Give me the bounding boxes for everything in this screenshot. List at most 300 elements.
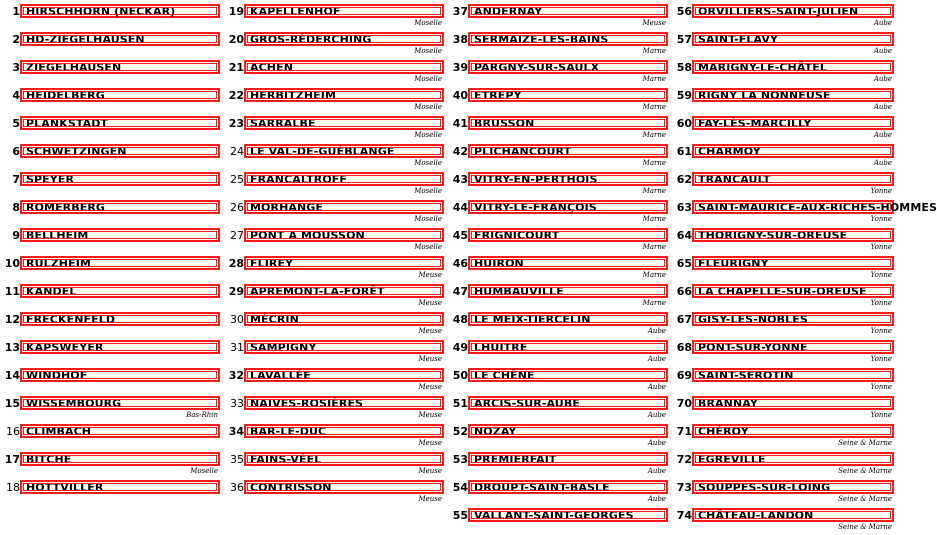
town-name-box	[20, 88, 220, 102]
town-name-box	[20, 256, 220, 270]
town-name: WISSEMBOURG	[26, 397, 122, 410]
stage-entry[interactable]	[674, 3, 894, 31]
stage-number: 33	[230, 397, 244, 410]
stage-entry[interactable]	[450, 507, 668, 535]
town-name: FLIREY	[250, 257, 294, 270]
department-label: Moselle	[414, 19, 442, 27]
department-label: Seine & Marne	[838, 495, 892, 503]
town-name: HUIRON	[474, 257, 524, 270]
stage-entry[interactable]	[2, 143, 220, 171]
town-name: RULZHEIM	[26, 257, 91, 270]
town-name: CHARMOY	[698, 145, 761, 158]
stage-entry[interactable]	[674, 423, 894, 451]
stage-number: 63	[676, 201, 692, 214]
stage-entry[interactable]	[450, 451, 668, 479]
town-name-box	[244, 172, 444, 186]
town-name: CHÉROY	[698, 425, 749, 438]
town-name-box	[20, 340, 220, 354]
stage-entry[interactable]	[2, 367, 220, 395]
stage-column-4	[674, 3, 937, 535]
stage-number: 61	[676, 145, 692, 158]
town-name-box	[20, 480, 220, 494]
town-name-box	[692, 312, 894, 326]
town-name: LE MEIX-TIERCELIN	[474, 313, 591, 326]
stage-number: 22	[228, 89, 244, 102]
stage-number: 73	[676, 481, 692, 494]
stage-entry[interactable]	[450, 171, 668, 199]
town-name-box	[468, 4, 668, 18]
stage-number: 36	[230, 481, 244, 494]
department-label: Meuse	[418, 495, 442, 503]
stage-entry[interactable]	[450, 311, 668, 339]
stage-number: 66	[676, 285, 692, 298]
department-label: Aube	[873, 131, 892, 139]
department-label: Moselle	[414, 47, 442, 55]
department-label: Yonne	[870, 243, 892, 251]
town-name-box	[692, 396, 894, 410]
stage-entry[interactable]	[226, 395, 444, 423]
stage-entry[interactable]	[674, 199, 937, 227]
stage-number: 19	[228, 5, 244, 18]
stage-entry[interactable]	[2, 171, 220, 199]
stage-entry[interactable]	[2, 199, 220, 227]
stage-entry[interactable]	[226, 87, 444, 115]
department-label: Aube	[873, 47, 892, 55]
town-name: GISY-LES-NOBLES	[698, 313, 808, 326]
department-label: Yonne	[870, 271, 892, 279]
stage-entry[interactable]	[2, 87, 220, 115]
town-name: SAINT-MAURICE-AUX-RICHES-HOMMES	[698, 201, 937, 214]
stage-number: 42	[452, 145, 468, 158]
town-name: ARCIS-SUR-AUBE	[474, 397, 580, 410]
department-label: Marne	[642, 159, 666, 167]
town-name-box	[468, 396, 668, 410]
department-label: Aube	[647, 383, 666, 391]
stage-entry[interactable]	[450, 395, 668, 423]
stage-entry[interactable]	[674, 451, 894, 479]
town-name-box	[20, 312, 220, 326]
town-name-box	[692, 60, 894, 74]
department-label: Yonne	[870, 355, 892, 363]
town-name: SOUPPES-SUR-LOING	[698, 481, 831, 494]
stage-entry[interactable]	[226, 59, 444, 87]
department-label: Meuse	[418, 355, 442, 363]
town-name-box	[244, 480, 444, 494]
town-name-box	[244, 396, 444, 410]
department-label: Aube	[647, 327, 666, 335]
department-label: Marne	[642, 47, 666, 55]
town-name: MARIGNY-LE-CHÂTEL	[698, 61, 827, 74]
town-name: CONTRISSON	[250, 481, 332, 494]
stage-number: 35	[230, 453, 244, 466]
town-name-box	[20, 396, 220, 410]
town-name-box	[20, 172, 220, 186]
town-name: VITRY-EN-PERTHOIS	[474, 173, 598, 186]
department-label: Aube	[647, 467, 666, 475]
town-name: HERBITZHEIM	[250, 89, 337, 102]
stage-entry[interactable]	[226, 199, 444, 227]
town-name-box	[20, 60, 220, 74]
stage-entry[interactable]	[226, 143, 444, 171]
stage-number: 57	[676, 33, 692, 46]
town-name-box	[20, 200, 220, 214]
stage-number: 14	[4, 369, 20, 382]
town-name: FRECKENFELD	[26, 313, 116, 326]
stage-entry[interactable]	[226, 283, 444, 311]
department-label: Aube	[647, 411, 666, 419]
department-label: Marne	[642, 103, 666, 111]
stage-column-1	[2, 3, 220, 507]
stage-number: 53	[452, 453, 468, 466]
town-name-box	[692, 144, 894, 158]
stage-entry[interactable]	[226, 255, 444, 283]
stage-entry[interactable]	[226, 479, 444, 507]
town-name: HD-ZIEGELHAUSEN	[26, 33, 145, 46]
department-label: Yonne	[870, 299, 892, 307]
town-name-box	[244, 312, 444, 326]
stage-number: 16	[6, 425, 20, 438]
stage-number: 10	[4, 257, 20, 270]
town-name: PLANKSTADT	[26, 117, 109, 130]
town-name: FLEURIGNY	[698, 257, 769, 270]
town-name: KAPELLENHOF	[250, 5, 341, 18]
stage-number: 56	[676, 5, 692, 18]
department-label: Marne	[642, 215, 666, 223]
town-name-box	[244, 4, 444, 18]
stage-entry[interactable]	[2, 339, 220, 367]
stage-number: 49	[452, 341, 468, 354]
town-name: APREMONT-LA-FORÊT	[250, 285, 385, 298]
stage-entry[interactable]	[450, 423, 668, 451]
stage-entry[interactable]	[674, 283, 894, 311]
stage-number: 4	[12, 89, 20, 102]
stage-entry[interactable]	[2, 59, 220, 87]
town-name: TRANCAULT	[698, 173, 771, 186]
stage-entry[interactable]	[674, 143, 894, 171]
stage-entry[interactable]	[2, 227, 220, 255]
stage-entry[interactable]	[2, 3, 220, 31]
town-name-box	[692, 340, 894, 354]
stage-entry[interactable]	[674, 339, 894, 367]
stage-entry[interactable]	[674, 87, 894, 115]
department-label: Seine & Marne	[838, 467, 892, 475]
department-label: Yonne	[870, 383, 892, 391]
stage-number: 30	[230, 313, 244, 326]
town-name-box	[20, 284, 220, 298]
town-name-box	[20, 116, 220, 130]
department-label: Moselle	[414, 159, 442, 167]
department-label: Meuse	[418, 467, 442, 475]
town-name-box	[692, 116, 894, 130]
town-name-box	[692, 256, 894, 270]
stage-entry[interactable]	[674, 59, 894, 87]
town-name-box	[244, 452, 444, 466]
town-name: ROMERBERG	[26, 201, 106, 214]
stage-entry[interactable]	[226, 339, 444, 367]
department-label: Marne	[642, 271, 666, 279]
department-label: Marne	[642, 131, 666, 139]
town-name: FAINS-VÉEL	[250, 453, 322, 466]
town-name: FAY-LÈS-MARCILLY	[698, 117, 812, 130]
stage-entry[interactable]	[2, 311, 220, 339]
department-label: Aube	[873, 103, 892, 111]
stage-number: 32	[228, 369, 244, 382]
town-name-box	[20, 4, 220, 18]
town-name: BRANNAY	[698, 397, 758, 410]
stage-number: 37	[452, 5, 468, 18]
stage-entry[interactable]	[226, 171, 444, 199]
stage-column-2	[226, 3, 444, 507]
town-name-box	[244, 284, 444, 298]
town-name-box	[692, 424, 894, 438]
town-name: EGREVILLE	[698, 453, 766, 466]
department-label: Marne	[642, 299, 666, 307]
town-name: BRUSSON	[474, 117, 535, 130]
town-name-box	[468, 452, 668, 466]
department-label: Seine & Marne	[838, 439, 892, 447]
stage-entry[interactable]	[226, 367, 444, 395]
stage-entry[interactable]	[226, 115, 444, 143]
stage-entry[interactable]	[450, 31, 668, 59]
town-name: SERMAIZE-LES-BAINS	[474, 33, 609, 46]
stage-number: 58	[676, 61, 692, 74]
stage-number: 55	[452, 509, 468, 522]
town-name: SARRALBE	[250, 117, 316, 130]
stage-entry[interactable]	[674, 255, 894, 283]
town-name-box	[692, 480, 894, 494]
stage-number: 12	[4, 313, 20, 326]
stage-number: 38	[452, 33, 468, 46]
department-label: Moselle	[414, 131, 442, 139]
town-name: LAVALLÉE	[250, 369, 311, 382]
department-label: Moselle	[414, 75, 442, 83]
stage-number: 45	[452, 229, 468, 242]
stage-number: 13	[4, 341, 20, 354]
stage-entry[interactable]	[674, 115, 894, 143]
town-name-box	[468, 508, 668, 522]
town-name: WINDHOF	[26, 369, 88, 382]
town-name-box	[692, 368, 894, 382]
town-name: CHÂTEAU-LANDON	[698, 509, 814, 522]
town-name: VITRY-LE-FRANÇOIS	[474, 201, 597, 214]
stage-number: 21	[228, 61, 244, 74]
stage-number: 2	[12, 33, 20, 46]
stage-entry[interactable]	[674, 367, 894, 395]
stage-entry[interactable]	[2, 423, 220, 451]
stage-column-3	[450, 3, 668, 535]
stage-number: 9	[12, 229, 20, 242]
town-name-box	[692, 452, 894, 466]
town-name-box	[20, 368, 220, 382]
stage-entry[interactable]	[2, 451, 220, 479]
town-name: LHUITRE	[474, 341, 528, 354]
town-name-box	[468, 424, 668, 438]
department-label: Meuse	[418, 327, 442, 335]
stage-entry[interactable]	[226, 3, 444, 31]
stage-entry[interactable]	[2, 115, 220, 143]
stage-entry[interactable]	[450, 199, 668, 227]
stage-entry[interactable]	[450, 255, 668, 283]
stage-number: 11	[4, 285, 20, 298]
town-name-box	[468, 312, 668, 326]
department-label: Marne	[642, 187, 666, 195]
department-label: Moselle	[414, 243, 442, 251]
department-label: Yonne	[870, 215, 892, 223]
town-name: KANDEL	[26, 285, 77, 298]
stage-number: 62	[676, 173, 692, 186]
stage-entry[interactable]	[674, 31, 894, 59]
department-label: Moselle	[190, 467, 218, 475]
stage-number: 59	[676, 89, 692, 102]
town-name: SPEYER	[26, 173, 75, 186]
town-name-box	[692, 228, 894, 242]
town-name: FRIGNICOURT	[474, 229, 560, 242]
town-name: MORHANGE	[250, 201, 324, 214]
stage-entry[interactable]	[450, 479, 668, 507]
department-label: Moselle	[414, 215, 442, 223]
town-name-box	[20, 452, 220, 466]
department-label: Aube	[647, 495, 666, 503]
department-label: Bas-Rhin	[186, 411, 218, 419]
town-name: PONT A MOUSSON	[250, 229, 365, 242]
town-name: ACHEN	[250, 61, 294, 74]
stage-entry[interactable]	[2, 479, 220, 507]
stage-number: 72	[676, 453, 692, 466]
town-name-box	[468, 256, 668, 270]
town-name: DROUPT-SAINT-BASLE	[474, 481, 610, 494]
stage-number: 6	[12, 145, 20, 158]
stage-entry[interactable]	[2, 255, 220, 283]
stage-number: 48	[452, 313, 468, 326]
stage-number: 31	[230, 341, 244, 354]
stage-entry[interactable]	[450, 367, 668, 395]
stage-entry[interactable]	[450, 3, 668, 31]
department-label: Aube	[873, 75, 892, 83]
stage-number: 34	[228, 425, 244, 438]
department-label: Marne	[642, 75, 666, 83]
town-name-box	[468, 88, 668, 102]
stage-entry[interactable]	[226, 31, 444, 59]
town-name-box	[692, 32, 894, 46]
stage-number: 50	[452, 369, 468, 382]
stage-entry[interactable]	[674, 311, 894, 339]
town-name-box	[244, 32, 444, 46]
department-label: Meuse	[418, 411, 442, 419]
stage-number: 68	[676, 341, 692, 354]
department-label: Aube	[873, 159, 892, 167]
town-name: NAIVES-ROSIÈRES	[250, 397, 364, 410]
department-label: Meuse	[418, 439, 442, 447]
town-name: VALLANT-SAINT-GEORGES	[474, 509, 634, 522]
department-label: Aube	[873, 19, 892, 27]
stage-entry[interactable]	[674, 507, 894, 535]
town-name-box	[468, 60, 668, 74]
stage-entry[interactable]	[674, 395, 894, 423]
town-name: RIGNY LA NONNEUSE	[698, 89, 831, 102]
stage-number: 71	[676, 425, 692, 438]
stage-entry[interactable]	[450, 339, 668, 367]
town-name-box	[692, 4, 894, 18]
stage-entry[interactable]	[450, 115, 668, 143]
stage-number: 54	[452, 481, 468, 494]
stage-entry[interactable]	[2, 283, 220, 311]
town-name-box	[20, 144, 220, 158]
stage-number: 17	[4, 453, 20, 466]
town-name: HEIDELBERG	[26, 89, 105, 102]
stage-number: 8	[12, 201, 20, 214]
town-name: PLICHANCOURT	[474, 145, 572, 158]
town-name-box	[244, 116, 444, 130]
town-name: THORIGNY-SUR-OREUSE	[698, 229, 848, 242]
town-name-box	[244, 228, 444, 242]
town-name: SAINT-FLAVY	[698, 33, 779, 46]
stage-number: 29	[228, 285, 244, 298]
town-name: ANDERNAY	[474, 5, 543, 18]
stage-number: 3	[12, 61, 20, 74]
stage-number: 60	[676, 117, 692, 130]
stage-entry[interactable]	[2, 31, 220, 59]
stage-number: 28	[228, 257, 244, 270]
stage-number: 27	[230, 229, 244, 242]
department-label: Yonne	[870, 327, 892, 335]
stage-number: 7	[12, 173, 20, 186]
town-name-box	[468, 200, 668, 214]
town-name-box	[692, 284, 894, 298]
stage-entry[interactable]	[450, 227, 668, 255]
stage-entry[interactable]	[450, 87, 668, 115]
town-name: PREMIERFAIT	[474, 453, 557, 466]
stage-entry[interactable]	[450, 283, 668, 311]
town-name-box	[468, 340, 668, 354]
town-name: SAMPIGNY	[250, 341, 317, 354]
stage-entry[interactable]	[674, 479, 894, 507]
stage-number: 15	[4, 397, 20, 410]
town-name: HOTTVILLER	[26, 481, 104, 494]
stage-entry[interactable]	[226, 311, 444, 339]
town-name-box	[468, 172, 668, 186]
stage-entry[interactable]	[226, 227, 444, 255]
town-name-box	[244, 88, 444, 102]
town-name-box	[692, 508, 894, 522]
stage-entry[interactable]	[226, 423, 444, 451]
stage-number: 39	[452, 61, 468, 74]
stage-number: 52	[452, 425, 468, 438]
stage-number: 67	[676, 313, 692, 326]
town-name-box	[692, 88, 894, 102]
stage-entry[interactable]	[226, 451, 444, 479]
stage-number: 65	[676, 257, 692, 270]
town-name-box	[20, 424, 220, 438]
stage-entry[interactable]	[674, 171, 894, 199]
town-name: NOZAY	[474, 425, 517, 438]
department-label: Yonne	[870, 187, 892, 195]
town-name: ETREPY	[474, 89, 522, 102]
stage-entry[interactable]	[450, 143, 668, 171]
stage-entry[interactable]	[674, 227, 894, 255]
stage-number: 25	[230, 173, 244, 186]
stage-entry[interactable]	[2, 395, 220, 423]
stage-number: 64	[676, 229, 692, 242]
town-name-box	[20, 32, 220, 46]
department-label: Moselle	[414, 187, 442, 195]
town-name: PARGNY-SUR-SAULX	[474, 61, 600, 74]
town-name-box	[468, 144, 668, 158]
town-name: KAPSWEYER	[26, 341, 104, 354]
town-name-box	[468, 368, 668, 382]
town-name-box	[244, 144, 444, 158]
stage-entry[interactable]	[450, 59, 668, 87]
stage-number: 47	[452, 285, 468, 298]
